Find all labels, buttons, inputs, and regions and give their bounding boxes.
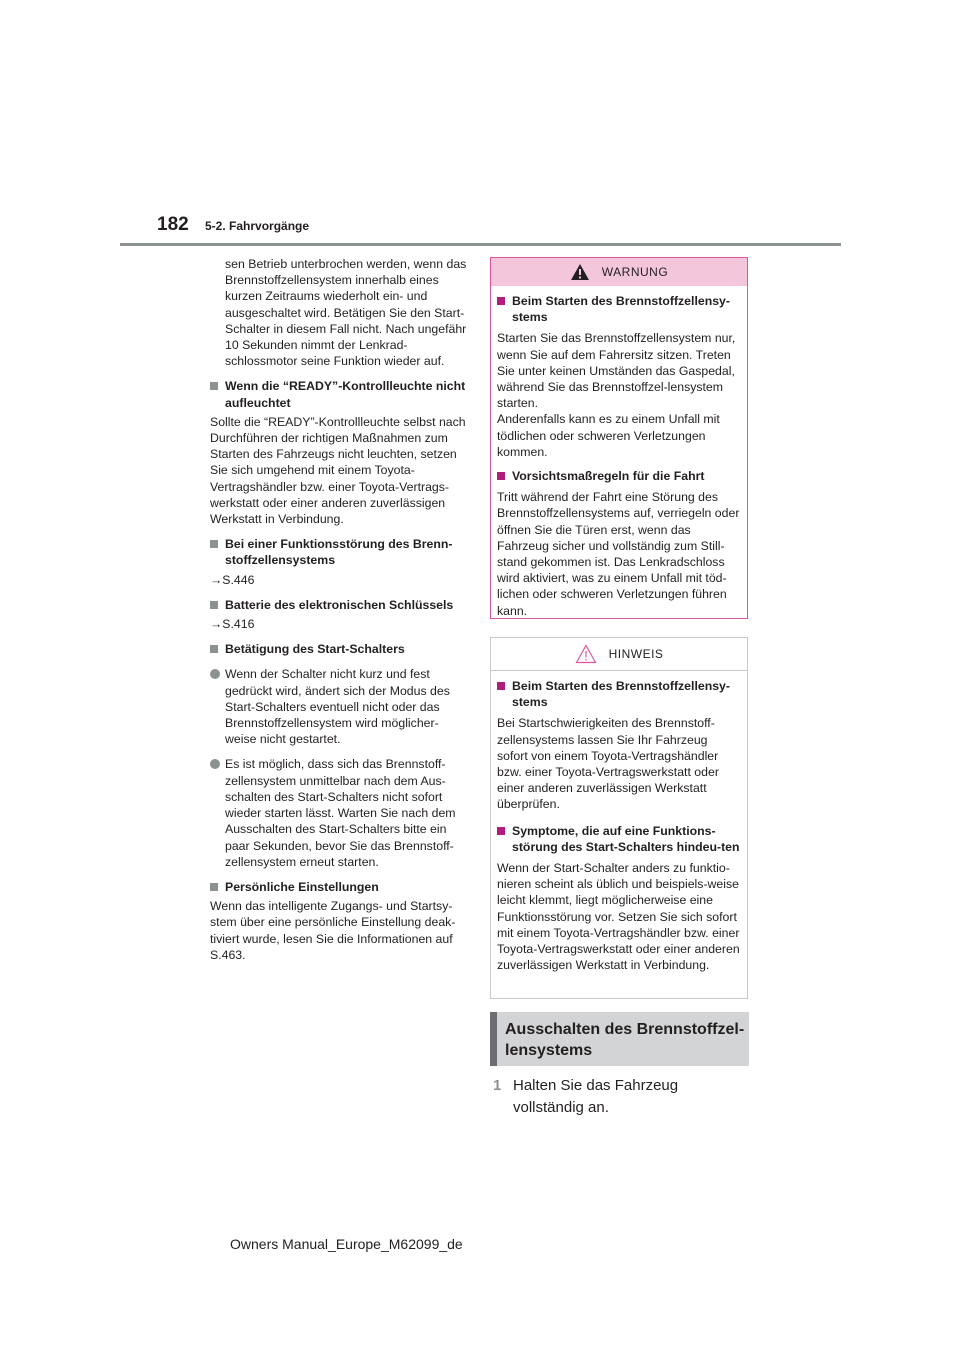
notice-text-1: Bei Startschwierigkeiten des Brennstoff-zellensystems lassen Sie Ihr Fahrzeug sofort von einem Toyota-Vertragshändler bzw. einer Toyota-Vertragswerkstatt oder einer anderen zuverlässigen Werkstatt überprüfen. [497,716,719,812]
ready-paragraph: Sollte die “READY”-Kontrollleuchte selbst nach Durchführen der richtigen Maßnahmen zum Starten des Fahrzeugs nicht leuchten, setzen Sie sich umgehend mit einem Toyota-Vertragshändler bzw. einer Toyota-Vertrags-werkstatt oder einer anderen zuverlässigen Werkstatt in Verbindung. [210,414,466,527]
notice-header [491,638,747,671]
start-switch-section [210,641,468,870]
page-number: 182 [157,214,189,235]
notice-box [490,637,748,999]
notice-triangle-icon [575,644,597,664]
battery-section [210,597,468,632]
section-title: 5-2. Fahrvorgänge [205,219,310,233]
battery-heading: Batterie des elektronischen Schlüssels [210,597,468,613]
warning-box [490,257,748,619]
header-rule [120,243,841,246]
section-heading: Ausschalten des Brennstoffzel-lensystems [505,1021,745,1059]
personal-section [210,879,468,963]
start-bullet-2: Es ist möglich, dass sich das Brennstoff-zellensystem unmittelbar nach dem Aus-schalten des Start-Schalters nicht sofort wieder starten lässt. Warten Sie nach dem Ausschalten des Start-Schalters bitte ein paar Sekunden, bevor Sie das Brennstoff-zellensystem erneut starten. [210,756,468,869]
notice-heading-2: Symptome, die auf eine Funktions-störung des Start-Schalters hindeu-ten [497,823,741,855]
notice-text-2: Wenn der Start-Schalter anders zu funktio-nieren scheint als üblich und beispiels-weise leicht klemmt, liegt möglicherweise eine Funktionsstörung vor. Setzen Sie sich sofort mit einem Toyota-Vertragshändler bzw. einer Toyota-Vertragswerkstatt oder einer anderen zuverlässigen Werkstatt in Verbindung. [497,861,740,973]
step-number: 1 [493,1077,502,1094]
warning-body [491,286,747,619]
personal-heading: Persönliche Einstellungen [210,879,468,895]
warning-triangle-icon [570,263,590,281]
warning-text-2: Tritt während der Fahrt eine Störung des Brennstoffzellensystems auf, verriegeln oder öffnen Sie die Türen erst, wenn das Fahrzeug sicher und vollständig zum Still-stand gekommen ist. Das Lenkradschloss wird aktiviert, was zu einem Unfall mit töd-lichen oder schweren Verletzungen führen kann. [497,490,740,618]
notice-body [491,671,747,973]
continued-paragraph: sen Betrieb unterbrochen werden, wenn das Brennstoffzellensystem innerhalb eines kurzen Zeitraums wiederholt ein- und ausgeschaltet wird. Betätigen Sie den Start-Schalter in diesem Fall nicht. Nach ungefähr 10 Sekunden nimmt der Lenkrad-schlossmotor seine Funktion wieder auf. [225,257,467,369]
malfunction-section [210,536,468,588]
ready-heading: Wenn die “READY”-Kontrollleuchte nicht aufleuchtet [210,378,468,410]
warning-header [491,258,747,286]
malfunction-ref-link[interactable]: →S.446 [210,572,255,587]
malfunction-heading: Bei einer Funktionsstörung des Brenn-stoffzellensystems [210,536,468,568]
footer-doc-id: Owners Manual_Europe_M62099_de [230,1236,463,1252]
step-text: Halten Sie das Fahrzeug vollständig an. [513,1077,679,1116]
warning-text-1 [497,330,741,460]
left-column [210,256,468,972]
start-bullet-1: Wenn der Schalter nicht kurz und fest gedrückt wird, ändert sich der Modus des Start-Schalters eventuell nicht oder das Brennstoffzellensystem wird möglicher-weise nicht gestartet. [210,666,468,747]
notice-heading-1: Beim Starten des Brennstoffzellensy-stems [497,678,741,710]
step-1 [493,1075,753,1119]
personal-paragraph: Wenn das intelligente Zugangs- und Startsy-stem über eine persönliche Einstellung deak-tiviert wurde, lesen Sie die Informationen auf S.463. [210,899,456,962]
warning-heading-1: Beim Starten des Brennstoffzellensy-stems [497,293,741,325]
warning-text-1a: Starten Sie das Brennstoffzellensystem nur, wenn Sie auf dem Fahrersitz sitzen. Treten Sie unter keinen Umständen das Gaspedal, während Sie das Brennstoffzel-lensystem starten. [497,331,736,411]
start-switch-heading: Betätigung des Start-Schalters [210,641,468,657]
battery-ref-link[interactable]: →S.416 [210,617,255,632]
section-heading-bar [490,1012,749,1066]
section-heading-accent [490,1012,497,1066]
notice-label: HINWEIS [608,646,664,661]
warning-heading-2: Vorsichtsmaßregeln für die Fahrt [497,468,741,484]
warning-label: WARNUNG [601,264,669,279]
warning-text-1b: Anderenfalls kann es zu einem Unfall mit tödlichen oder schweren Verletzungen kommen. [497,412,720,459]
ready-section [210,378,468,527]
